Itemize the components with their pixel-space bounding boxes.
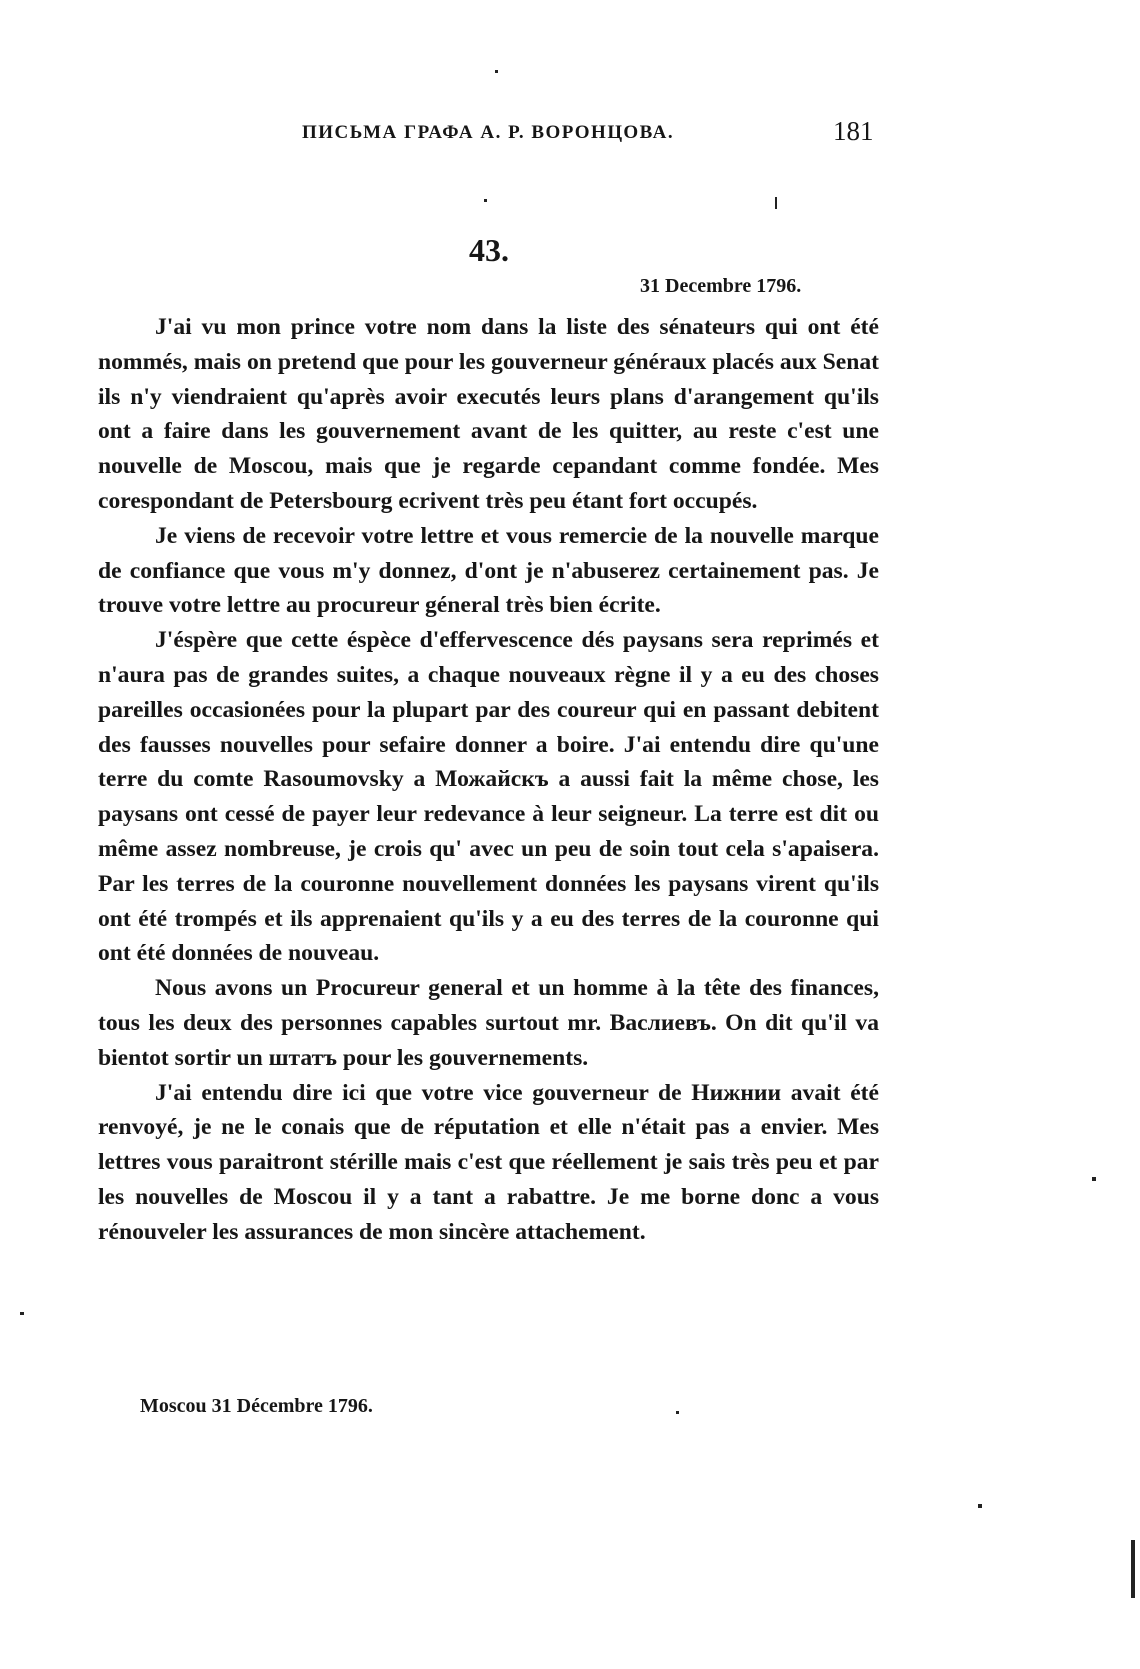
scan-speck: [484, 199, 487, 202]
scan-edge-mark: [1131, 1540, 1135, 1598]
paragraph: J'éspère que cette éspèce d'effervescence dés paysans sera reprimés et n'aura pas de grandes suites, a chaque nouveaux règne il y a eu des choses pareilles occasionées pour la plupart par des coureur qui en passant debitent des fausses nouvelles pour sefaire donner a boire. J'ai entendu dire qu'une terre du comte Rasoumovsky a Можайскъ a aussi fait la même chose, les paysans ont cessé de payer leur redevance à leur seigneur. La terre est dit ou même assez nombreuse, je crois qu' avec un peu de soin tout cela s'apaisera. Par les terres de la couronne nouvellement données les paysans virent qu'ils ont été trompés et ils apprenaient qu'ils y a eu des terres de la couronne qui ont été données de nouveau.: [98, 627, 879, 967]
page-number: 181: [833, 116, 874, 146]
scan-speck: [20, 1312, 24, 1315]
letter-number: 43.: [469, 232, 509, 268]
letter-body: [98, 310, 879, 1250]
scan-speck: [495, 70, 498, 73]
scan-speck: [1092, 1177, 1096, 1181]
letter-signoff: Moscou 31 Décembre 1796.: [140, 1395, 373, 1417]
paragraph: Je viens de recevoir votre lettre et vous remercie de la nouvelle marque de confiance que vous m'y donnez, d'ont je n'abuserez certainement pas. Je trouve votre lettre au procureur géneral très bien écrite.: [98, 522, 879, 619]
running-head: ПИСЬМА ГРАФА А. Р. ВОРОНЦОВА.: [302, 122, 675, 143]
scan-speck: [978, 1504, 982, 1508]
letter-date: 31 Decembre 1796.: [640, 275, 802, 297]
paragraph: J'ai entendu dire ici que votre vice gouverneur de Нижнии avait été renvoyé, je ne le conais que de réputation et elle n'était pas a envier. Mes lettres vous paraitront stérille mais c'est que réellement je sais très peu et par les nouvelles de Moscou il y a tant a rabattre. Je me borne donc a vous rénouveler les assurances de mon sincère attachement.: [98, 1079, 879, 1245]
paragraph: Nous avons un Procureur general et un homme à la tête des finances, tous les deux des personnes capables surtout mr. Васлиевъ. On dit qu'il va bientot sortir un штатъ pour les gouvernements.: [98, 975, 879, 1071]
scan-speck: [775, 197, 777, 209]
scan-speck: [676, 1411, 679, 1414]
paragraph: J'ai vu mon prince votre nom dans la liste des sénateurs qui ont été nommés, mais on pretend que pour les gouverneur généraux placés aux Senat ils n'y viendraient qu'après avoir executés leurs plans d'arangement qu'ils ont a faire dans les gouvernement avant de les quitter, au reste c'est une nouvelle de Moscou, mais que je regarde cepandant comme fondée. Mes corespondant de Petersbourg ecrivent très peu étant fort occupés.: [98, 314, 879, 514]
